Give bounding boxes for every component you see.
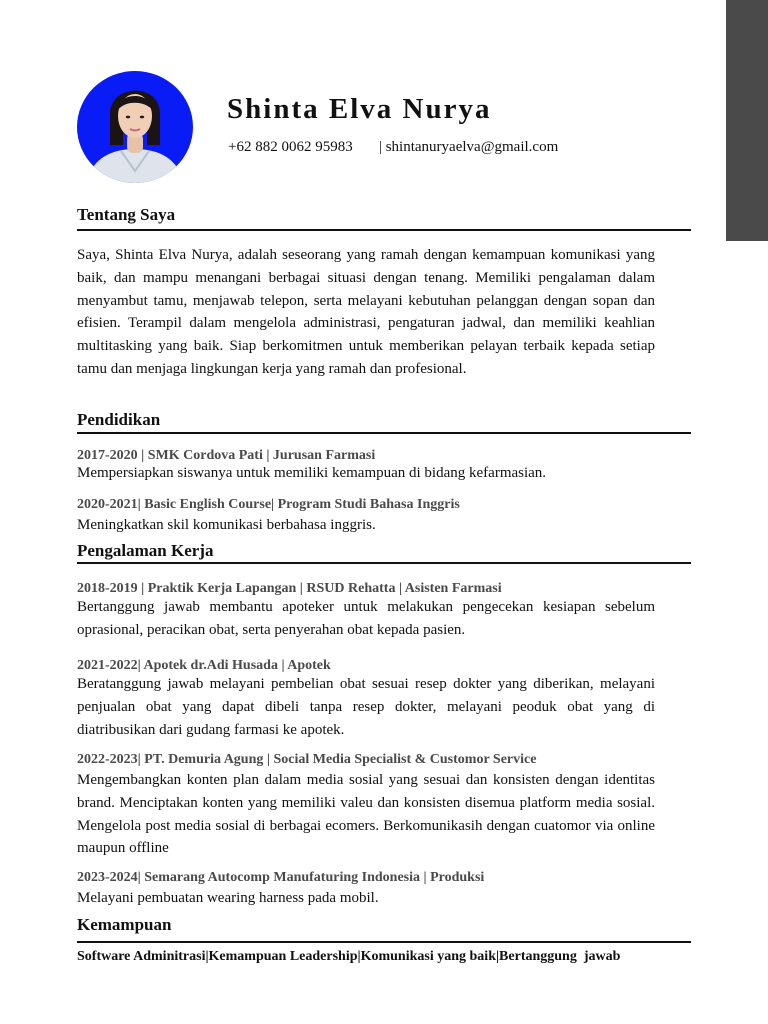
education-description: Mempersiapkan siswanya untuk memiliki kemampuan di bidang kefarmasian. [77,465,547,481]
experience-heading: 2018-2019 | Praktik Kerja Lapangan | RSUD Rehatta | Asisten Farmasi [77,581,502,596]
section-title-experience: Pengalaman Kerja [77,541,214,560]
section-title-education: Pendidikan [77,410,161,429]
experience-heading: 2022-2023| PT. Demuria Agung | Social Media Specialist & Customor Service [77,752,537,767]
education-heading: 2017-2020 | SMK Cordova Pati | Jurusan Farmasi [77,448,376,463]
skills-list: Software Adminitrasi|Kemampuan Leadership|Komunikasi yang baik|Bertanggung jawab [77,949,621,964]
section-divider [77,941,691,943]
profile-photo [77,71,193,183]
education-description: Meningkatkan skil komunikasi berbahasa inggris. [77,517,376,533]
experience-description: Beratanggung jawab melayani pembelian obat sesuai resep dokter yang diberikan, melayani penjualan obat yang dapat dibeli tanpa resep dokter, melayani peoduk obat yang di diatribusikan dari gudang farmasi ke apotek. [77,676,655,738]
section-divider [77,432,691,434]
candidate-name: Shinta Elva Nurya [227,93,492,125]
email-address: | shintanuryaelva@gmail.com [378,139,559,155]
about-text: Saya, Shinta Elva Nurya, adalah seseorang yang ramah dengan kemampuan komunikasi yang baik, dan mampu menangani berbagai situasi dengan tenang. Memiliki pengalaman dalam menyambut tamu, menjawab telepon, serta melayani kebutuhan pelanggan dengan sopan dan efisien. Terampil dalam mengelola administrasi, pengaturan jadwal, dan memiliki keahlian multitasking yang baik. Siap berkomitmen untuk memberikan pelayan terbaik kepada setiap tamu dan menjaga lingkungan kerja yang ramah dan profesional. [77,247,655,377]
education-heading: 2020-2021| Basic English Course| Program Studi Bahasa Inggris [77,497,460,512]
section-title-skills: Kemampuan [77,915,172,934]
experience-description: Mengembangkan konten plan dalam media sosial yang sesuai dan konsisten dengan identitas brand. Menciptakan konten yang memiliki valeu dan konsisten disemua platform media sosial. Mengelola post media sosial di berbagai ecomers. Berkomunikasih dengan cuatomor via online maupun offline [77,772,655,857]
side-accent-bar [726,0,768,241]
experience-heading: 2023-2024| Semarang Autocomp Manufaturing Indonesia | Produksi [77,870,485,885]
section-divider [77,229,691,231]
experience-description: Bertanggung jawab membantu apoteker untuk melakukan pengecekan kesiapan sebelum oprasional, peracikan obat, serta penyerahan obat kepada pasien. [77,599,655,638]
phone-number: +62 882 0062 95983 [228,139,353,155]
experience-heading: 2021-2022| Apotek dr.Adi Husada | Apotek [77,658,331,673]
experience-description: Melayani pembuatan wearing harness pada mobil. [77,890,379,906]
contact-info [228,139,558,156]
section-title-about: Tentang Saya [77,205,176,224]
section-divider [77,562,691,564]
